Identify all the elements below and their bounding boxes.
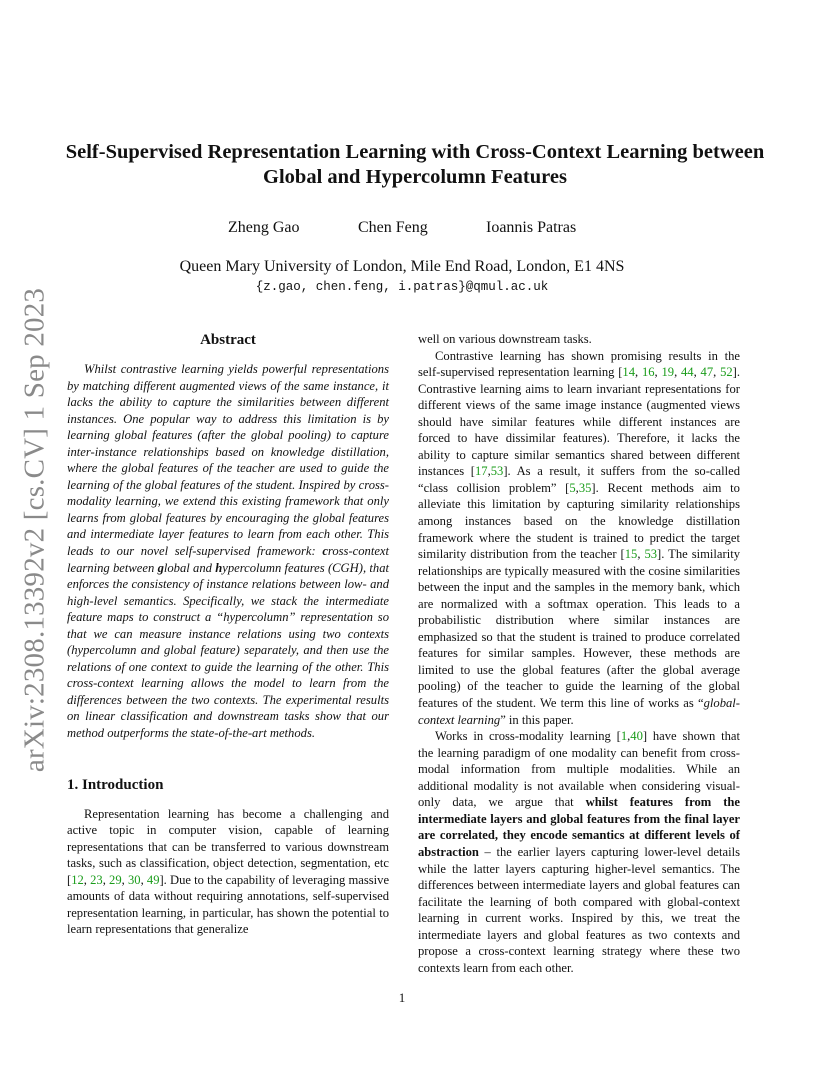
citation-link[interactable]: 53 <box>644 547 658 562</box>
author-name: Ioannis Patras <box>486 219 577 236</box>
introduction-paragraph: Representation learning has become a challenging and active topic in computer vision, capable of learning representations that can be transferred to various downstream tasks, such as classification, object detection, segmentation, etc [12, 23, 29, 30, 49]. Due to the capability of leveraging massive amounts of data without requiring annotations, self-supervised representation learning, in particular, has shown the potential to learn representations that generalize <box>67 806 390 937</box>
citation-link[interactable]: 53 <box>490 464 504 479</box>
arxiv-identifier: arXiv:2308.13392v2 [cs.CV] 1 Sep 2023 <box>18 287 51 773</box>
abstract-text: Whilst contrastive learning yields powerful representations by matching different augmented views of the same instance, it lacks the ability to capture the similarities between different instances. One popular way to address this limitation is by learning global features (after the global pooling) to capture inter-instance relationships based on knowledge distillation, where the global features of the teacher are used to guide the learning of the global features of the student. Inspired by cross-modality learning, we extend this existing framework that only learns from global features by encouraging the global features and intermediate layer features to learn from each other. This leads to our novel self-supervised framework: cross-context learning between global and hypercolumn features (CGH), that enforces the consistency of instance relations between low- and high-level semantics. Specifically, we stack the intermediate feature maps to construct a “hypercolumn” representation so that we can measure instance relations using two contexts (hypercolumn and global feature) separately, and then use the relations of one context to guide the learning of the other. This cross-context learning allows the model to learn from the differences between the two contexts. The experimental results on linear classification and downstream tasks show that our method outperforms the state-of-the-art methods. <box>67 362 389 741</box>
citation-link[interactable]: 17 <box>474 464 488 479</box>
citation-link[interactable]: 16 <box>641 365 655 380</box>
page-number: 1 <box>398 990 406 1005</box>
citation-link[interactable]: 29 <box>109 872 122 887</box>
citation-link[interactable]: 19 <box>661 365 675 380</box>
citation-link[interactable]: 40 <box>630 729 643 744</box>
citation-link[interactable]: 52 <box>720 365 733 380</box>
introduction-heading: 1. Introduction <box>67 776 164 793</box>
citation-link[interactable]: 47 <box>700 365 714 380</box>
citation-link[interactable]: 30 <box>127 872 141 887</box>
cross-modality-paragraph: Works in cross-modality learning [1,40] have shown that the learning paradigm of one modality can benefit from cross-modal information from multiple modalities. While an additional modality is not available when considering visual-only data, we argue that whilst features from the intermediate layers and global features from the final layer are correlated, they encode semantics at different levels of abstraction – the earlier layers capturing lower-level details while the latter layers capturing higher-level semantics. The differences between intermediate layers and global features can facilitate the learning of both compared with global-context learning in current works. Inspired by this, we treat the intermediate layers and global features as two contexts and propose a cross-context learning strategy where these two contexts learn from each other. <box>418 729 741 975</box>
continued-paragraph: well on various downstream tasks. <box>418 332 592 346</box>
contrastive-learning-paragraph: Contrastive learning has shown promising results in the self-supervised representation learning [14, 16, 19, 44, 47, 52]. Contrastive learning aims to learn invariant representations for different views of the same image instance (augmented views should have similar features while different instances are forced to have dissimilar features). Therefore, it lacks the ability to capture similar semantics shared between different instances [17,53]. As a result, it suffers from the so-called “class collision problem” [5,35]. Recent methods aim to alleviate this limitation by capturing similarity relationships among instances based on the knowledge distillation framework where the student is trained to predict the target similarity distribution from the teacher [15, 53]. The similarity relationships are typically measured with the cosine similarities between the input and the samples in the memory bank, which are normalized with a softmax operation. This leads to a probabilistic distribution where similar instances are emphasized so that the student is trained to produce correlated features for similar samples. However, these methods are limited to use the global features (after the global average pooling) of the teacher to guide the learning of the global features of the student. We term this line of works as “global-context learning” in this paper. <box>418 348 740 727</box>
author-list <box>0 219 828 241</box>
right-column <box>418 331 740 976</box>
citation-link[interactable]: 23 <box>90 872 103 887</box>
citation-link[interactable]: 15 <box>624 547 638 562</box>
citation-link[interactable]: 14 <box>622 365 635 380</box>
left-column <box>67 331 389 938</box>
affiliation: Queen Mary University of London, Mile End Road, London, E1 4NS <box>179 258 625 275</box>
citation-link[interactable]: 49 <box>146 872 160 887</box>
title-line-2: Global and Hypercolumn Features <box>263 166 567 188</box>
author-emails: {z.gao, chen.feng, i.patras}@qmul.ac.uk <box>255 280 549 294</box>
author-name: Zheng Gao <box>228 219 300 236</box>
title-line-1: Self-Supervised Representation Learning with Cross-Context Learning between <box>65 141 765 163</box>
citation-link[interactable]: 1 <box>620 729 628 744</box>
citation-link[interactable]: 35 <box>578 480 592 495</box>
author-name: Chen Feng <box>358 219 428 236</box>
paper-title <box>50 140 780 190</box>
citation-link[interactable]: 12 <box>71 872 84 887</box>
abstract-heading: Abstract <box>200 332 256 348</box>
citation-link[interactable]: 44 <box>681 365 694 380</box>
citation-link[interactable]: 5 <box>569 480 576 495</box>
